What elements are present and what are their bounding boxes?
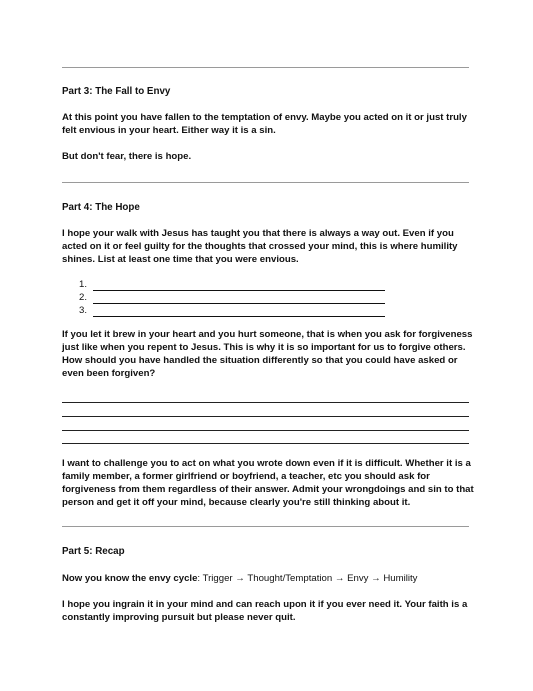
answer-line[interactable] [62,402,469,403]
section-divider [62,182,469,183]
part3-hope-line: But don't fear, there is hope. [62,151,192,162]
answer-line[interactable] [62,430,469,431]
part4-intro-paragraph: I hope your walk with Jesus has taught you that there is always a way out. Even if you acted on it or feel guilty for the thoughts that crossed your mind, this is where humility shines. List at least one time that you were envious. [62,228,458,265]
section-divider [62,67,469,68]
answer-blank[interactable] [93,307,385,317]
part4-challenge-paragraph: I want to challenge you to act on what you wrote down even if it is difficult. Whether it is a family member, a former girlfriend or boyfriend, a teacher, etc you should ask for forgiveness from them regardless of their answer. Admit your wrongdoings and sin to that person and get it off your mind, because clearly you're still thinking about it. [62,458,474,508]
list-number: 2. [79,292,88,303]
section-divider [62,526,469,527]
part5-heading: Part 5: Recap [62,546,125,557]
answer-line[interactable] [62,443,469,444]
part3-heading: Part 3: The Fall to Envy [62,86,171,97]
envy-cycle-steps: Trigger → Thought/Temptation → Envy → Humility [202,573,418,584]
list-number: 1. [79,279,88,290]
envy-cycle-line [62,572,474,585]
answer-line[interactable] [62,416,469,417]
part5-closing-paragraph: I hope you ingrain it in your mind and can reach upon it if you ever need it. Your faith is a constantly improving pursuit but please never quit. [62,599,468,623]
part4-heading: Part 4: The Hope [62,202,140,213]
answer-blank[interactable] [93,281,385,291]
part3-paragraph: At this point you have fallen to the temptation of envy. Maybe you acted on it or just truly felt envious in your heart. Either way it is a sin. [62,112,467,136]
envy-cycle-label: Now you know the envy cycle [62,573,198,584]
envy-list [79,278,399,317]
part4-forgiveness-paragraph: If you let it brew in your heart and you hurt someone, that is when you ask for forgiveness just like when you repent to Jesus. This is why it is so important for us to forgive others. How should you have handled the situation differently so that you could have asked or even been forgiven? [62,329,473,379]
answer-blank[interactable] [93,294,385,304]
list-item [79,291,399,304]
list-item [79,278,399,291]
list-item [79,304,399,317]
list-number: 3. [79,305,88,316]
envy-cycle-separator: : [197,573,203,584]
